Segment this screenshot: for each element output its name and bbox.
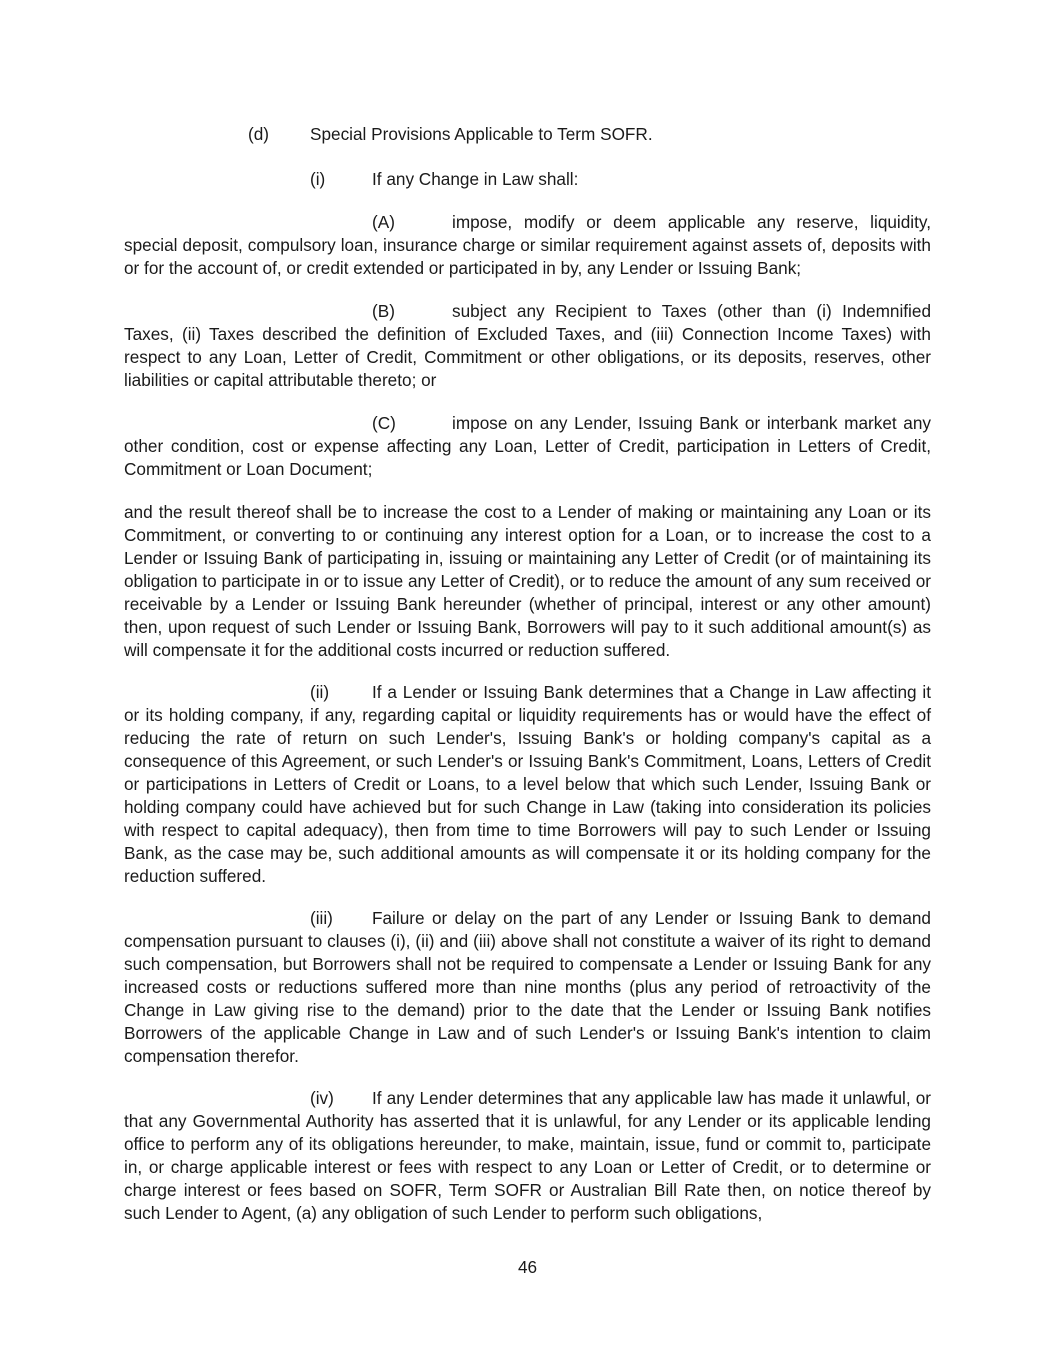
clause-ii-label: (ii)	[310, 682, 330, 702]
clause-iii	[124, 907, 931, 1068]
paragraph-b	[124, 300, 931, 392]
paragraph-c-label: (C)	[372, 413, 396, 433]
clause-iii-label: (iii)	[310, 908, 333, 928]
clause-i-label: (i)	[310, 169, 326, 189]
clause-ii-text: If a Lender or Issuing Bank determines that a Change in Law affecting it or its holding company, if any, regarding capital or liquidity requirements has or would have the effect of reducing the rate of return on such Lender's, Issuing Bank's or holding company's capital as a consequence of this Agreement, or such Lender's or Issuing Bank's Commitment, Loans, Letters of Credit or participations in Letters of Credit or Loans, to a level below that which such Lender, Issuing Bank or holding company could have achieved but for such Change in Law (taking into consideration its policies with respect to capital adequacy), then from time to time Borrowers will pay to such Lender or Issuing Bank, as the case may be, such additional amounts as will compensate it or its holding company for the reduction suffered.	[124, 682, 931, 886]
clause-ii	[124, 681, 931, 888]
result-paragraph-text: and the result thereof shall be to increase the cost to a Lender of making or maintaining any Loan or its Commitment, or converting to or continuing any interest option for a Loan, or to increase the cost to a Lender or Issuing Bank of participating in, issuing or maintaining any Letter of Credit (or of maintaining its obligation to participate in or to issue any Letter of Credit), or to reduce the amount of any sum received or receivable by a Lender or Issuing Bank hereunder (whether of principal, interest or any other amount) then, upon request of such Lender or Issuing Bank, Borrowers will pay to it such additional amount(s) as will compensate it for the additional costs incurred or reduction suffered.	[124, 502, 931, 660]
section-title: Special Provisions Applicable to Term SOFR.	[310, 124, 653, 144]
clause-iv-text: If any Lender determines that any applicable law has made it unlawful, or that any Governmental Authority has asserted that it is unlawful, for any Lender or its applicable lending office to perform any of its obligations hereunder, to make, maintain, issue, fund or commit to, participate in, or charge applicable interest or fees with respect to any Loan or Letter of Credit, or to determine or charge interest or fees based on SOFR, Term SOFR or Australian Bill Rate then, on notice thereof by such Lender to Agent, (a) any obligation of such Lender to perform such obligations,	[124, 1088, 931, 1223]
clause-iv	[124, 1087, 931, 1225]
paragraph-b-text: subject any Recipient to Taxes (other than (i) Indemnified Taxes, (ii) Taxes described the definition of Excluded Taxes, and (iii) Connection Income Taxes) with respect to any Loan, Letter of Credit, Commitment or other obligations, or its deposits, reserves, other liabilities or capital attributable thereto; or	[124, 301, 931, 390]
paragraph-c	[124, 412, 931, 481]
section-heading	[124, 123, 931, 146]
section-label: (d)	[248, 124, 270, 144]
clause-iii-text: Failure or delay on the part of any Lender or Issuing Bank to demand compensation pursuant to clauses (i), (ii) and (iii) above shall not constitute a waiver of its right to demand such compensation, but Borrowers shall not be required to compensate a Lender or Issuing Bank for any increased costs or reductions suffered more than nine months (plus any period of retroactivity of the Change in Law giving rise to the demand) prior to the date that the Lender or Issuing Bank notifies Borrowers of the applicable Change in Law and of such Lender's or Issuing Bank's intention to claim compensation therefor.	[124, 908, 931, 1066]
page-number: 46	[517, 1257, 538, 1277]
result-paragraph	[124, 501, 931, 662]
paragraph-b-label: (B)	[372, 301, 395, 321]
paragraph-a-label: (A)	[372, 212, 395, 232]
paragraph-a	[124, 211, 931, 280]
clause-i-text: If any Change in Law shall:	[372, 169, 579, 189]
paragraph-c-text: impose on any Lender, Issuing Bank or interbank market any other condition, cost or expense affecting any Loan, Letter of Credit, participation in Letters of Credit, Commitment or Loan Document;	[124, 413, 931, 479]
paragraph-a-text: impose, modify or deem applicable any reserve, liquidity, special deposit, compulsory loan, insurance charge or similar requirement against assets of, deposits with or for the account of, or credit extended or participated in by, any Lender or Issuing Bank;	[124, 212, 931, 278]
clause-i	[124, 168, 931, 191]
clause-iv-label: (iv)	[310, 1088, 334, 1108]
